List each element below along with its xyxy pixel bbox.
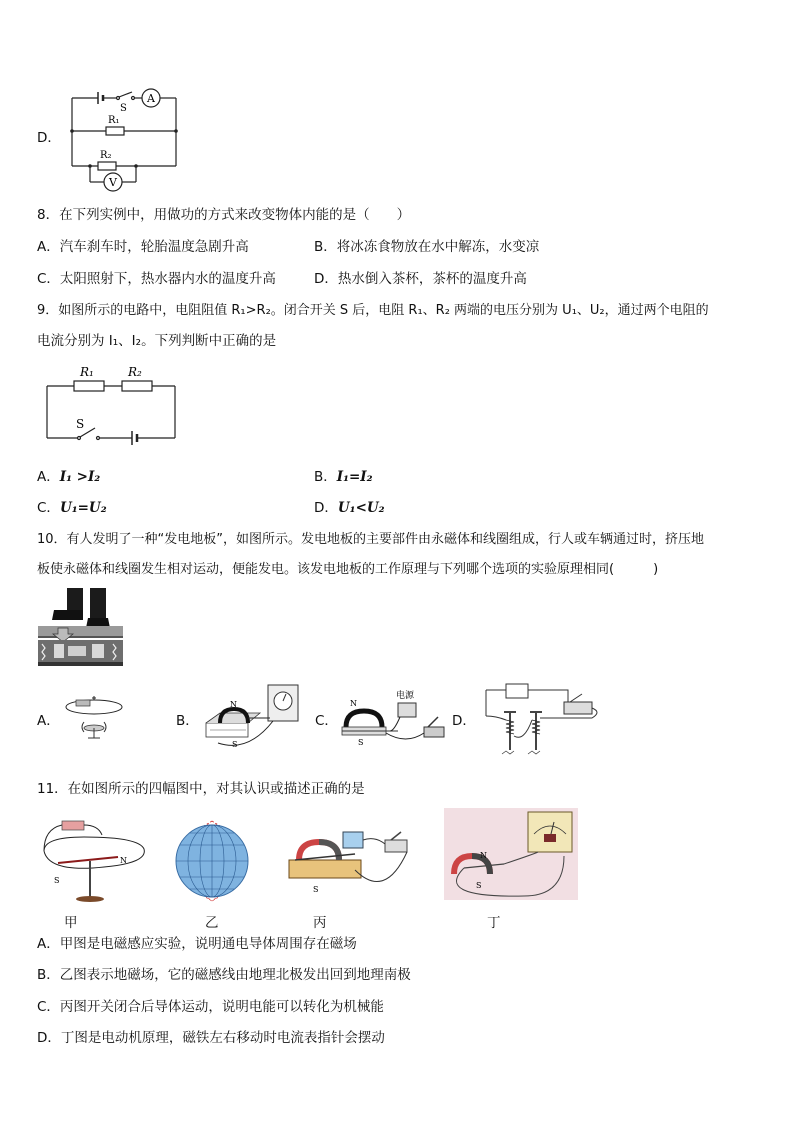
q10-stem-line1: 10．有人发明了一种“发电地板”，如图所示。发电地板的主要部件由永磁体和线圈组成，行人或车辆通过时，挤压地 — [37, 532, 705, 547]
q7-voltmeter-label: V — [109, 176, 117, 189]
q10-option-b-n-label: N — [230, 700, 237, 709]
q10-option-c-power-label: 电源 — [396, 691, 415, 701]
q10-option-a-figure — [62, 692, 127, 742]
svg-text:N: N — [120, 856, 127, 865]
q9-option-b — [314, 467, 373, 487]
q11-caption-yi: 乙 — [205, 915, 219, 931]
q9-option-a — [37, 467, 100, 487]
q9-switch-label: S — [76, 417, 85, 431]
q10-option-c-s-label: S — [358, 738, 364, 747]
q10-option-b-s-label: S — [232, 740, 238, 749]
q7-option-d-label: D． — [37, 130, 61, 146]
q8-option-d: D．热水倒入茶杯，茶杯的温度升高 — [314, 271, 527, 287]
q10-option-c-figure — [338, 685, 448, 750]
q11-caption-bing: 丙 — [313, 915, 327, 931]
q10-option-d-figure — [478, 680, 603, 760]
q10-option-a-label: A． — [37, 713, 60, 729]
q10-option-b-figure — [198, 683, 303, 753]
q11-stem: 11．在如图所示的四幅图中，对其认识或描述正确的是 — [37, 781, 365, 797]
q9-stem-line1: 9．如图所示的电路中，电阻阻值 R₁>R₂。闭合开关 S 后，电阻 R₁、R₂ 两端的电压分别为 U₁、U₂，通过两个电阻的 — [37, 303, 709, 318]
q9-stem-line2: 电流分别为 I₁、I₂。下列判断中正确的是 — [37, 333, 277, 349]
q7-r1-label: R₁ — [108, 115, 120, 126]
q9-option-b-expr: I₁=I₂ — [336, 469, 373, 485]
q8-option-b: B．将冰冻食物放在水中解冻，水变凉 — [314, 239, 540, 255]
q9-option-d-expr: U₁<U₂ — [337, 500, 385, 516]
q9-option-c-label: C． — [37, 500, 60, 516]
q9-r2-label: R₂ — [128, 365, 142, 379]
q11-option-d: D．丁图是电动机原理，磁铁左右移动时电流表指针会摆动 — [37, 1030, 385, 1046]
q11-fig-ding — [444, 808, 578, 900]
q9-option-d-label: D． — [314, 500, 338, 516]
q9-option-c — [37, 498, 107, 518]
q9-option-c-expr: U₁=U₂ — [59, 500, 107, 516]
q10-floor-figure — [38, 588, 123, 666]
q8-option-a: A．汽车刹车时，轮胎温度急剧升高 — [37, 239, 249, 255]
q10-option-c-n-label: N — [350, 699, 357, 708]
q11-caption-ding: 丁 — [487, 915, 501, 931]
q8-option-c: C．太阳照射下，热水器内水的温度升高 — [37, 271, 276, 287]
svg-text:S: S — [313, 885, 319, 894]
q11-caption-jia: 甲 — [64, 915, 78, 931]
q11-option-a: A．甲图是电磁感应实验，说明通电导体周围存在磁场 — [37, 936, 357, 952]
q11-fig-yi — [155, 815, 270, 907]
q10-option-d-label: D． — [452, 713, 476, 729]
q9-option-d — [314, 498, 385, 518]
q9-option-a-expr: I₁ >I₂ — [59, 469, 101, 485]
q10-option-b-label: B． — [176, 713, 199, 729]
q11-fig-jia — [38, 815, 148, 905]
q7-circuit-diagram — [60, 82, 190, 192]
q10-option-c-label: C． — [315, 713, 338, 729]
q9-circuit-diagram — [40, 360, 185, 445]
q7-switch-label: S — [120, 103, 127, 114]
q7-r2-label: R₂ — [100, 150, 112, 161]
q11-fig-bing — [285, 820, 415, 900]
q7-ammeter-label: A — [147, 92, 155, 105]
q11-option-b: B．乙图表示地磁场，它的磁感线由地理北极发出回到地理南极 — [37, 967, 411, 983]
q11-option-c: C．丙图开关闭合后导体运动，说明电能可以转化为机械能 — [37, 999, 384, 1015]
svg-text:S: S — [476, 881, 482, 890]
q9-r1-label: R₁ — [80, 365, 94, 379]
q9-option-a-label: A． — [37, 469, 60, 485]
q10-stem-line2: 板使永磁体和线圈发生相对运动，便能发电。该发电地板的工作原理与下列哪个选项的实验原理相同( ) — [37, 562, 659, 577]
svg-text:S: S — [54, 876, 60, 885]
q8-stem: 8．在下列实例中，用做功的方式来改变物体内能的是（ ） — [37, 207, 411, 223]
svg-text:N: N — [480, 851, 487, 860]
q9-option-b-label: B． — [314, 469, 337, 485]
